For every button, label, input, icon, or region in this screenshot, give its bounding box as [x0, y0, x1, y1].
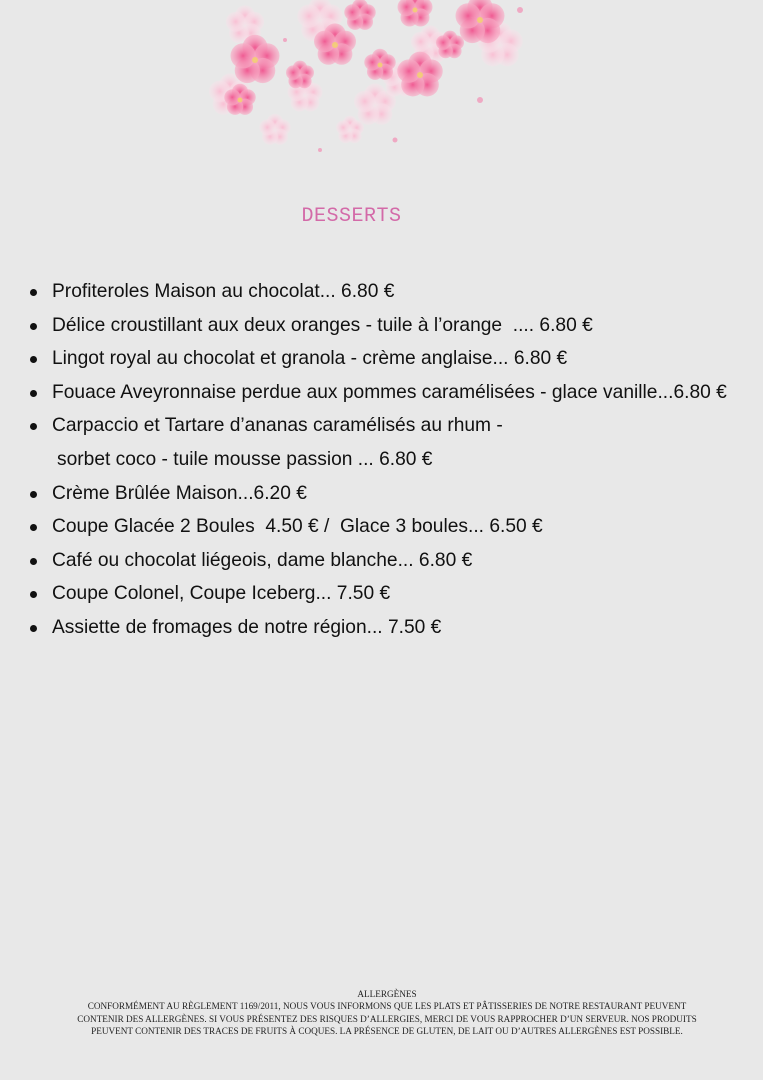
bullet-icon	[30, 625, 37, 632]
list-item	[30, 510, 755, 544]
list-item-continuation	[30, 443, 755, 477]
list-item	[30, 275, 755, 309]
item-text: Fouace Aveyronnaise perdue aux pommes caramélisées - glace vanille...6.80 €	[52, 381, 727, 403]
allergen-notice	[40, 988, 734, 1037]
item-text: Lingot royal au chocolat et granola - crème anglaise... 6.80 €	[52, 348, 568, 370]
item-text: Profiteroles Maison au chocolat... 6.80 €	[52, 281, 395, 302]
item-text: Assiette de fromages de notre région... 7.50 €	[52, 616, 442, 638]
list-item	[30, 544, 755, 578]
list-item	[30, 342, 755, 376]
bullet-icon	[30, 591, 37, 598]
bullet-icon	[30, 289, 37, 296]
item-text: Délice croustillant aux deux oranges - tuile à l’orange .... 6.80 €	[52, 314, 593, 336]
allergen-heading: ALLERGÈNES	[357, 989, 417, 999]
bullet-icon	[30, 558, 37, 565]
dessert-list	[30, 275, 755, 645]
allergen-line: CONTENIR DES ALLERGÈNES. SI VOUS PRÉSENTEZ DES RISQUES D’ALLERGIES, MERCI DE VOUS RAPPROCHER D’UN SERVEUR. NOS PRODUITS	[77, 1013, 697, 1024]
item-text: Coupe Colonel, Coupe Iceberg... 7.50 €	[52, 583, 391, 605]
item-text: Carpaccio et Tartare d’ananas caramélisés au rhum -	[52, 415, 503, 437]
item-text: Crème Brûlée Maison...6.20 €	[52, 482, 307, 504]
list-item	[30, 409, 755, 443]
bullet-icon	[30, 323, 37, 330]
item-text: Coupe Glacée 2 Boules 4.50 € / Glace 3 boules... 6.50 €	[52, 516, 543, 538]
bullet-icon	[30, 390, 37, 397]
item-text: Café ou chocolat liégeois, dame blanche... 6.80 €	[52, 549, 473, 571]
allergen-line: CONFORMÉMENT AU RÈGLEMENT 1169/2011, NOUS VOUS INFORMONS QUE LES PLATS ET PÂTISSERIES DE NOTRE RESTAURANT PEUVENT	[87, 1001, 687, 1012]
list-item	[30, 376, 755, 410]
allergen-line: PEUVENT CONTENIR DES TRACES DE FRUITS À COQUES. LA PRÉSENCE DE GLUTEN, DE LAIT OU D’AUTRES ALLERGÈNES EST POSSIBLE.	[91, 1025, 683, 1036]
list-item	[30, 577, 755, 611]
bullet-icon	[30, 423, 37, 430]
bullet-icon	[30, 524, 37, 531]
page-title: DESSERTS	[301, 205, 402, 228]
bullet-icon	[30, 491, 37, 498]
list-item	[30, 309, 755, 343]
list-item	[30, 477, 755, 511]
bullet-icon	[30, 356, 37, 363]
flowers-decoration-icon	[200, 0, 540, 170]
list-item	[30, 611, 755, 645]
item-text: sorbet coco - tuile mousse passion ... 6.80 €	[57, 448, 433, 470]
